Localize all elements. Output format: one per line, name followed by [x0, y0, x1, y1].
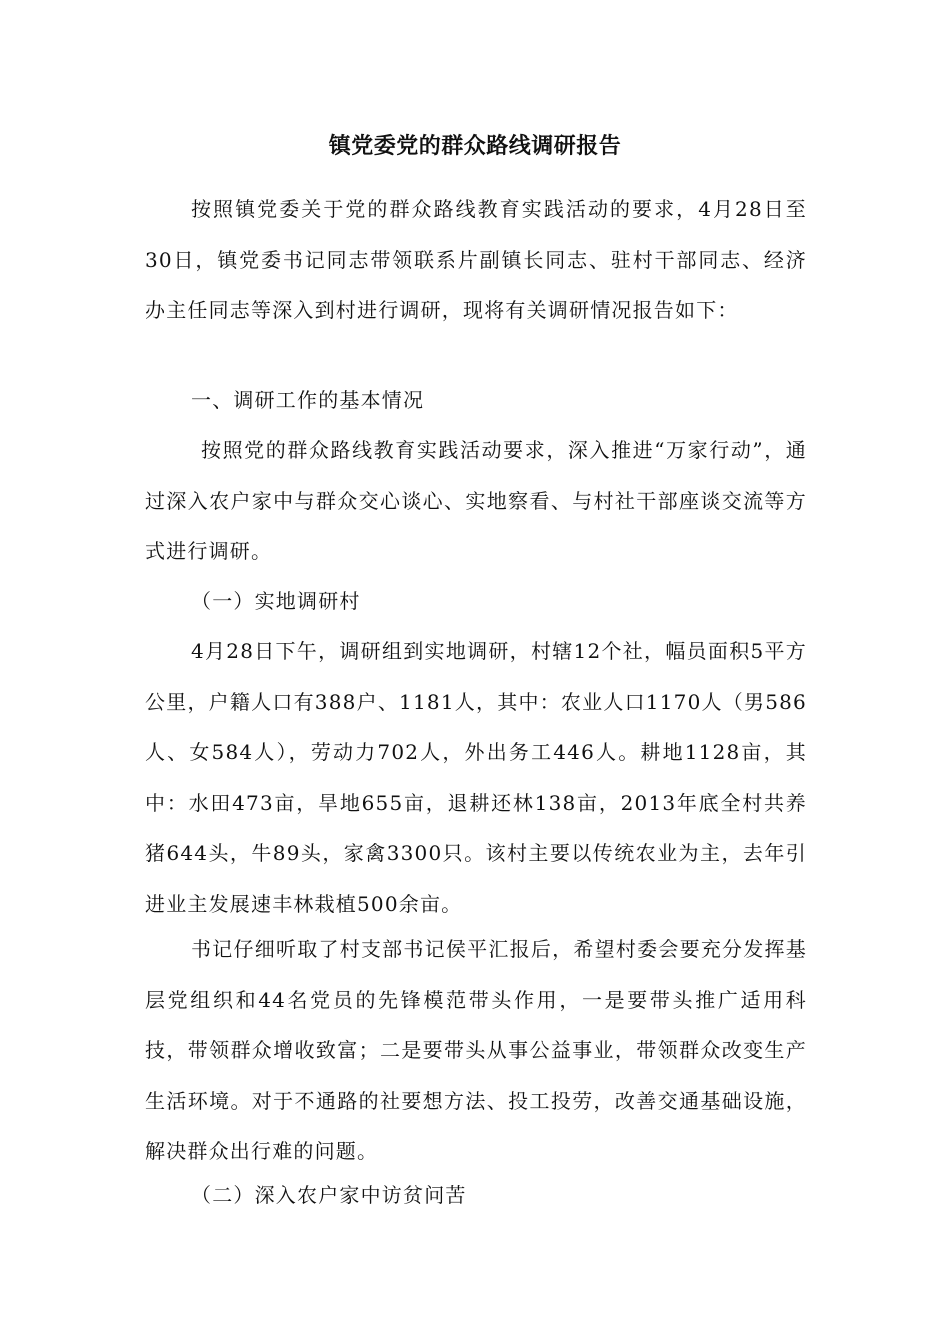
subsection-heading-visit-households: （二）深入农户家中访贫问苦: [191, 1183, 467, 1207]
paragraph-village-stats: 4月28日下午，调研组到实地调研，村辖12个社，幅员面积5平方公里，户籍人口有388户、1181人，其中：农业人口1170人（男586人、女584人），劳动力702人，外出务工446人。耕地1128亩，其中：水田473亩，旱地655亩，退耕还林138亩，2013年底全村共养猪644头，牛89头，家禽3300只。该村主要以传统农业为主，去年引进业主发展速丰林栽植500余亩。: [145, 639, 807, 916]
document-title: 镇党委党的群众路线调研报告: [328, 134, 622, 159]
paragraph-secretary-remarks: 书记仔细听取了村支部书记侯平汇报后，希望村委会要充分发挥基层党组织和44名党员的先锋模范带头作用，一是要带头推广适用科技，带领群众增收致富；二是要带头从事公益事业，带领群众改变生产生活环境。对于不通路的社要想方法、投工投劳，改善交通基础设施，解决群众出行难的问题。: [145, 937, 807, 1163]
section-heading-basic-situation: 一、调研工作的基本情况: [191, 388, 425, 412]
paragraph-method: 按照党的群众路线教育实践活动要求，深入推进“万家行动”，通过深入农户家中与群众交心谈心、实地察看、与村社干部座谈交流等方式进行调研。: [145, 438, 807, 563]
subsection-heading-field-survey: （一）实地调研村: [191, 589, 361, 613]
paragraph-intro: 按照镇党委关于党的群众路线教育实践活动的要求，4月28日至30日，镇党委书记同志带领联系片副镇长同志、驻村干部同志、经济办主任同志等深入到村进行调研，现将有关调研情况报告如下：: [145, 197, 807, 322]
